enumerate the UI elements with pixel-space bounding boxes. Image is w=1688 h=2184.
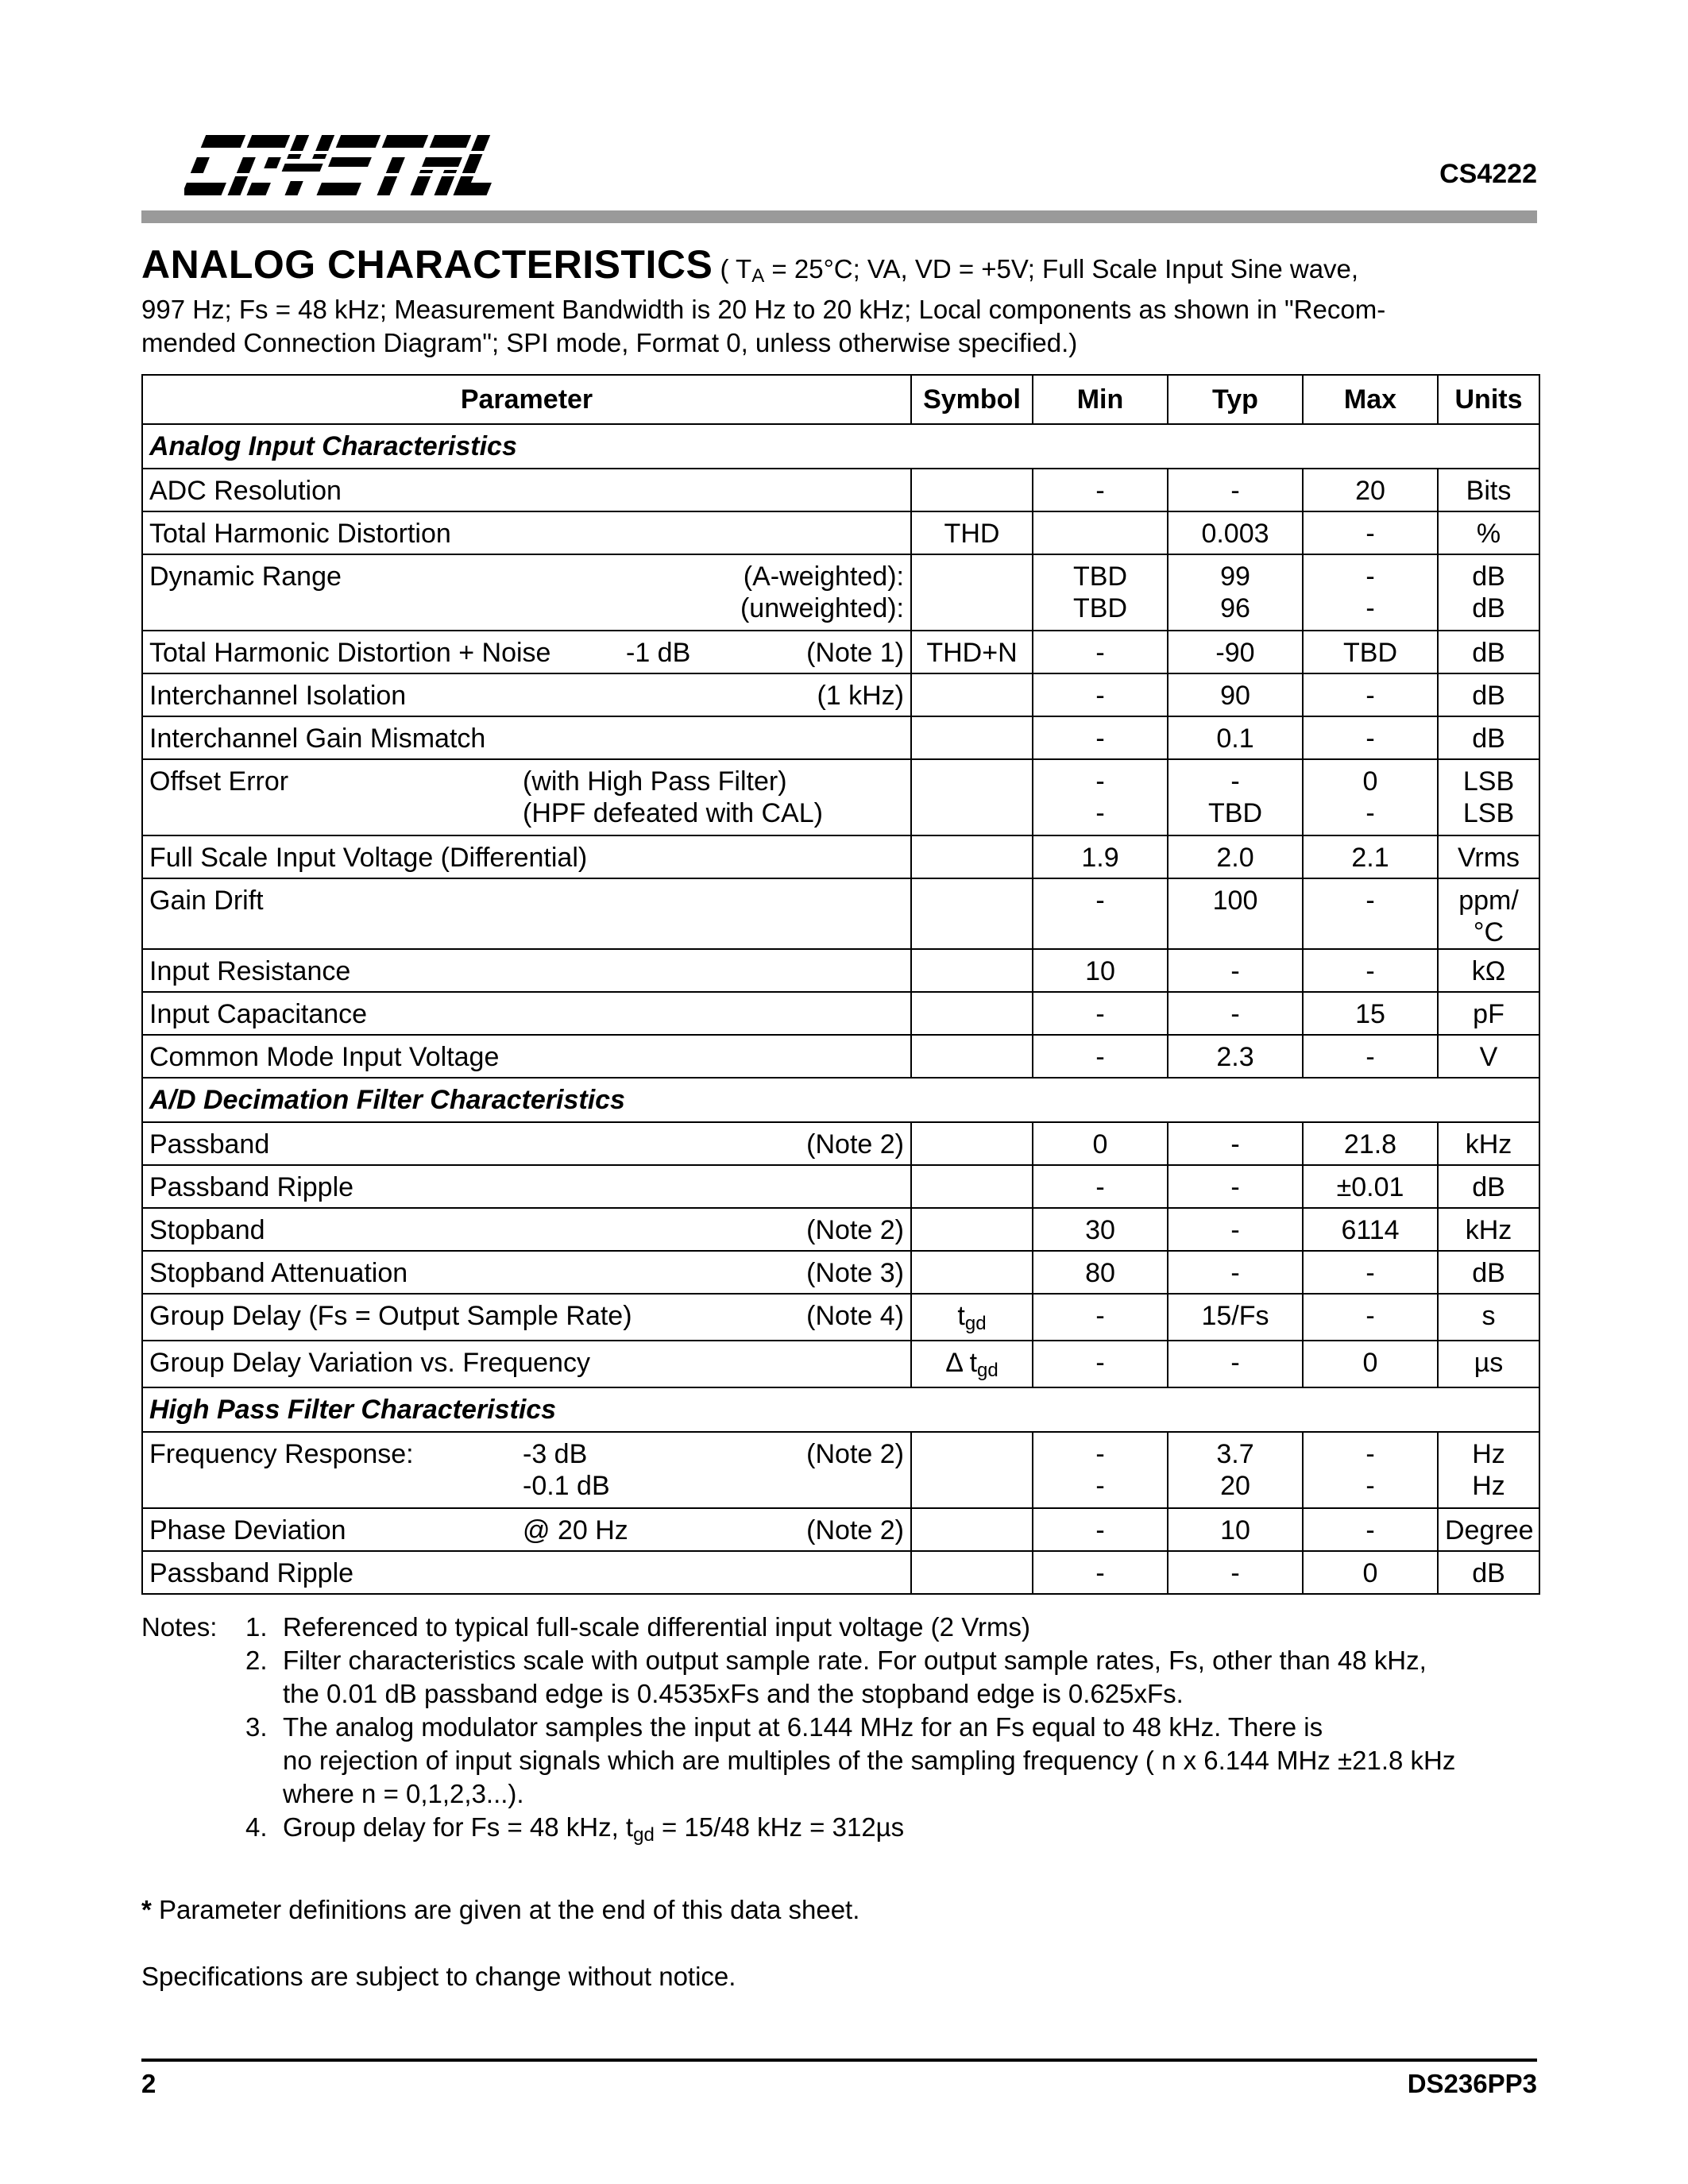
table-row xyxy=(142,992,1539,1035)
max-cell: TBD xyxy=(1303,631,1438,673)
param-cell: Input Resistance xyxy=(142,949,911,992)
note-text: the 0.01 dB passband edge is 0.4535xFs and the stopband edge is 0.625xFs. xyxy=(283,1679,1184,1708)
typ-cell xyxy=(1168,759,1303,835)
condition-hpf-defeated: (HPF defeated with CAL) xyxy=(523,798,823,828)
note-ref: (Note 2) xyxy=(806,1439,904,1469)
param-cell xyxy=(142,1122,911,1165)
units-value-1: Hz xyxy=(1472,1439,1505,1469)
max-cell: - xyxy=(1303,673,1438,716)
units-cell: dB xyxy=(1438,1165,1539,1208)
document-number: DS236PP3 xyxy=(1407,2069,1537,2098)
table-row xyxy=(142,1208,1539,1251)
max-value-2: - xyxy=(1365,798,1375,828)
max-cell: - xyxy=(1303,1035,1438,1078)
min-cell: - xyxy=(1033,1508,1168,1551)
header-rule xyxy=(141,210,1537,223)
typ-cell: 0.003 xyxy=(1168,511,1303,554)
symbol-cell xyxy=(911,716,1033,759)
typ-cell: - xyxy=(1168,1251,1303,1294)
table-row xyxy=(142,878,1539,949)
min-cell: - xyxy=(1033,992,1168,1035)
typ-cell xyxy=(1168,554,1303,631)
table-row xyxy=(142,469,1539,511)
min-value-1: TBD xyxy=(1073,561,1127,592)
max-value-1: - xyxy=(1365,561,1375,592)
note-ref: (Note 2) xyxy=(806,1215,904,1245)
note-2 xyxy=(141,1644,1539,1711)
max-cell xyxy=(1303,554,1438,631)
note-subscript: gd xyxy=(633,1824,655,1846)
symbol-cell xyxy=(911,554,1033,631)
footer-rule xyxy=(141,2059,1537,2062)
table-row xyxy=(142,1294,1539,1341)
symbol-cell xyxy=(911,673,1033,716)
param-cell: Passband Ripple xyxy=(142,1165,911,1208)
condition-level: -1 dB xyxy=(626,638,691,668)
note-number: 2. xyxy=(245,1646,268,1675)
typ-value-2: TBD xyxy=(1208,798,1262,828)
table-row xyxy=(142,1165,1539,1208)
units-value-2: LSB xyxy=(1462,798,1515,828)
note-3 xyxy=(141,1711,1539,1811)
header-max: Max xyxy=(1303,375,1438,424)
param-cell xyxy=(142,1208,911,1251)
table-row xyxy=(142,511,1539,554)
units-cell: pF xyxy=(1438,992,1539,1035)
max-cell: 6114 xyxy=(1303,1208,1438,1251)
conditions-line3: mended Connection Diagram"; SPI mode, Format 0, unless otherwise specified.) xyxy=(141,328,1078,357)
units-cell: % xyxy=(1438,511,1539,554)
table-row xyxy=(142,673,1539,716)
param-cell xyxy=(142,1508,911,1551)
param-cell xyxy=(142,673,911,716)
param-cell: Interchannel Gain Mismatch xyxy=(142,716,911,759)
note-number: 3. xyxy=(245,1712,268,1742)
header-parameter: Parameter xyxy=(142,375,911,424)
condition-0-1db: -0.1 dB xyxy=(523,1471,610,1501)
condition-freq: (1 kHz) xyxy=(817,681,904,711)
min-cell xyxy=(1033,1432,1168,1508)
units-cell: V xyxy=(1438,1035,1539,1078)
notes-block xyxy=(141,1611,1539,1852)
min-cell: 1.9 xyxy=(1033,835,1168,878)
symbol-cell xyxy=(911,469,1033,511)
max-cell: 0 xyxy=(1303,1551,1438,1594)
table-row xyxy=(142,554,1539,631)
asterisk: * xyxy=(141,1895,152,1924)
symbol-cell xyxy=(911,1294,1033,1341)
specifications-note: Specifications are subject to change without notice. xyxy=(141,1962,736,1991)
param-label: Total Harmonic Distortion + Noise xyxy=(149,638,551,668)
typ-cell: - xyxy=(1168,1551,1303,1594)
min-cell: - xyxy=(1033,716,1168,759)
param-cell xyxy=(142,631,911,673)
param-label: Group Delay (Fs = Output Sample Rate) xyxy=(149,1301,632,1331)
table-row xyxy=(142,1551,1539,1594)
min-value-2: TBD xyxy=(1073,593,1127,623)
param-label: Frequency Response: xyxy=(149,1439,414,1469)
intro-paragraph xyxy=(141,242,1539,360)
units-cell: dB xyxy=(1438,673,1539,716)
param-cell xyxy=(142,1432,911,1508)
max-cell: - xyxy=(1303,511,1438,554)
typ-cell: 100 xyxy=(1168,878,1303,949)
max-cell: 21.8 xyxy=(1303,1122,1438,1165)
note-ref: (Note 4) xyxy=(806,1301,904,1331)
symbol-cell xyxy=(911,1508,1033,1551)
symbol-cell xyxy=(911,835,1033,878)
symbol-cell: THD+N xyxy=(911,631,1033,673)
note-text: = 15/48 kHz = 312µs xyxy=(654,1812,905,1842)
max-cell: 0 xyxy=(1303,1341,1438,1387)
symbol-cell xyxy=(911,1035,1033,1078)
typ-value-2: 20 xyxy=(1220,1471,1250,1501)
min-value-2: - xyxy=(1095,798,1105,828)
note-ref: (Note 2) xyxy=(806,1515,904,1545)
max-cell: - xyxy=(1303,949,1438,992)
param-label: Passband xyxy=(149,1129,270,1160)
page-number: 2 xyxy=(141,2069,156,2098)
param-cell: Gain Drift xyxy=(142,878,911,949)
parameter-definitions-note xyxy=(141,1895,859,1925)
param-cell xyxy=(142,759,911,835)
note-4 xyxy=(141,1811,1539,1852)
typ-cell: 15/Fs xyxy=(1168,1294,1303,1341)
symbol-cell xyxy=(911,759,1033,835)
table-row xyxy=(142,759,1539,835)
table-row xyxy=(142,1251,1539,1294)
typ-value-1: 3.7 xyxy=(1216,1439,1254,1469)
note-text: Referenced to typical full-scale differential input voltage (2 Vrms) xyxy=(283,1612,1030,1642)
table-row xyxy=(142,1341,1539,1387)
typ-cell: 90 xyxy=(1168,673,1303,716)
units-cell: Degree xyxy=(1438,1508,1539,1551)
condition-3db: -3 dB xyxy=(523,1439,588,1469)
typ-cell: - xyxy=(1168,992,1303,1035)
typ-value-2: 96 xyxy=(1220,593,1250,623)
conditions-line2: 997 Hz; Fs = 48 kHz; Measurement Bandwidth is 20 Hz to 20 kHz; Local components as shown in "Recom- xyxy=(141,295,1386,324)
param-cell: Group Delay Variation vs. Frequency xyxy=(142,1341,911,1387)
min-cell xyxy=(1033,759,1168,835)
param-cell: ADC Resolution xyxy=(142,469,911,511)
notes-label: Notes: xyxy=(141,1612,218,1642)
max-value-2: - xyxy=(1365,593,1375,623)
note-1 xyxy=(141,1611,1539,1644)
analog-characteristics-table xyxy=(141,374,1540,1595)
max-cell: - xyxy=(1303,1508,1438,1551)
table-row xyxy=(142,1122,1539,1165)
typ-cell: - xyxy=(1168,1122,1303,1165)
max-value-2: - xyxy=(1365,1471,1375,1501)
symbol-cell: THD xyxy=(911,511,1033,554)
table-row xyxy=(142,1432,1539,1508)
units-cell xyxy=(1438,759,1539,835)
section-row xyxy=(142,1078,1539,1122)
min-cell xyxy=(1033,511,1168,554)
typ-cell: - xyxy=(1168,949,1303,992)
units-cell: s xyxy=(1438,1294,1539,1341)
typ-cell: 2.0 xyxy=(1168,835,1303,878)
units-cell xyxy=(1438,554,1539,631)
typ-cell: -90 xyxy=(1168,631,1303,673)
units-cell: dB xyxy=(1438,716,1539,759)
ta-subscript: A xyxy=(751,265,765,287)
typ-value-1: 99 xyxy=(1220,561,1250,592)
param-label: Stopband Attenuation xyxy=(149,1258,408,1288)
typ-cell xyxy=(1168,1432,1303,1508)
typ-cell: - xyxy=(1168,1208,1303,1251)
units-value-2: dB xyxy=(1472,593,1505,623)
note-number: 4. xyxy=(245,1812,268,1842)
param-cell xyxy=(142,1251,911,1294)
units-cell: dB xyxy=(1438,631,1539,673)
note-text: Filter characteristics scale with output sample rate. For output sample rates, Fs, other than 48 kHz, xyxy=(283,1646,1427,1675)
typ-value-1: - xyxy=(1230,766,1240,797)
section-decimation-filter: A/D Decimation Filter Characteristics xyxy=(142,1078,1539,1122)
header-symbol: Symbol xyxy=(911,375,1033,424)
part-number: CS4222 xyxy=(1439,159,1537,189)
units-value-1: dB xyxy=(1472,561,1505,592)
max-cell: 2.1 xyxy=(1303,835,1438,878)
max-cell: - xyxy=(1303,716,1438,759)
max-cell: 15 xyxy=(1303,992,1438,1035)
table-row xyxy=(142,949,1539,992)
note-ref: (Note 1) xyxy=(806,638,904,668)
symbol-cell xyxy=(911,1341,1033,1387)
units-cell xyxy=(1438,1432,1539,1508)
units-cell: kΩ xyxy=(1438,949,1539,992)
typ-cell: 0.1 xyxy=(1168,716,1303,759)
param-label: Dynamic Range xyxy=(149,561,342,592)
conditions-start: ( T xyxy=(720,254,752,284)
condition-hpf: (with High Pass Filter) xyxy=(523,766,787,797)
param-label: Phase Deviation xyxy=(149,1515,346,1545)
symbol-subscript: gd xyxy=(964,1313,987,1334)
units-value-2: Hz xyxy=(1472,1471,1505,1501)
param-cell: Total Harmonic Distortion xyxy=(142,511,911,554)
symbol-cell xyxy=(911,1165,1033,1208)
section-title: ANALOG CHARACTERISTICS xyxy=(141,242,713,287)
units-cell: kHz xyxy=(1438,1208,1539,1251)
header-units: Units xyxy=(1438,375,1539,424)
symbol-subscript: gd xyxy=(977,1360,999,1381)
symbol-base: Δ t xyxy=(945,1348,978,1378)
param-cell: Common Mode Input Voltage xyxy=(142,1035,911,1078)
param-label: Stopband xyxy=(149,1215,265,1245)
param-cell xyxy=(142,1294,911,1341)
note-text: Group delay for Fs = 48 kHz, t xyxy=(283,1812,634,1842)
header-row xyxy=(142,375,1539,424)
symbol-cell xyxy=(911,1122,1033,1165)
symbol-cell xyxy=(911,1432,1033,1508)
param-cell: Input Capacitance xyxy=(142,992,911,1035)
section-row xyxy=(142,1387,1539,1432)
symbol-base: t xyxy=(957,1301,965,1331)
min-cell: - xyxy=(1033,878,1168,949)
table-row xyxy=(142,835,1539,878)
table-row xyxy=(142,716,1539,759)
min-cell: - xyxy=(1033,1551,1168,1594)
note-text: The analog modulator samples the input at 6.144 MHz for an Fs equal to 48 kHz. There is xyxy=(283,1712,1323,1742)
table-row xyxy=(142,1508,1539,1551)
max-value-1: 0 xyxy=(1362,766,1378,797)
section-analog-input: Analog Input Characteristics xyxy=(142,424,1539,469)
units-cell: dB xyxy=(1438,1551,1539,1594)
units-cell: kHz xyxy=(1438,1122,1539,1165)
min-cell: - xyxy=(1033,1165,1168,1208)
max-cell xyxy=(1303,1432,1438,1508)
table-row xyxy=(142,631,1539,673)
min-cell: 80 xyxy=(1033,1251,1168,1294)
max-cell: - xyxy=(1303,1294,1438,1341)
param-cell xyxy=(142,554,911,631)
param-cell: Passband Ripple xyxy=(142,1551,911,1594)
min-cell: 30 xyxy=(1033,1208,1168,1251)
table-row xyxy=(142,1035,1539,1078)
condition-a-weighted: (A-weighted): xyxy=(743,561,904,592)
symbol-cell xyxy=(911,1551,1033,1594)
max-cell xyxy=(1303,759,1438,835)
section-high-pass-filter: High Pass Filter Characteristics xyxy=(142,1387,1539,1432)
units-cell: Bits xyxy=(1438,469,1539,511)
max-value-1: - xyxy=(1365,1439,1375,1469)
min-value-1: - xyxy=(1095,766,1105,797)
typ-cell: - xyxy=(1168,1165,1303,1208)
min-cell: 0 xyxy=(1033,1122,1168,1165)
max-cell: - xyxy=(1303,878,1438,949)
symbol-cell xyxy=(911,992,1033,1035)
section-row xyxy=(142,424,1539,469)
param-label: Interchannel Isolation xyxy=(149,681,407,711)
units-cell: dB xyxy=(1438,1251,1539,1294)
parameter-definitions-text: Parameter definitions are given at the end of this data sheet. xyxy=(151,1895,860,1924)
min-cell: 10 xyxy=(1033,949,1168,992)
note-number: 1. xyxy=(245,1612,268,1642)
symbol-cell xyxy=(911,1208,1033,1251)
units-cell: Vrms xyxy=(1438,835,1539,878)
typ-cell: 2.3 xyxy=(1168,1035,1303,1078)
param-cell: Full Scale Input Voltage (Differential) xyxy=(142,835,911,878)
note-ref: (Note 2) xyxy=(806,1129,904,1160)
note-text: no rejection of input signals which are multiples of the sampling frequency ( n x 6.144 MHz ±21.8 kHz xyxy=(283,1746,1456,1775)
min-cell: - xyxy=(1033,469,1168,511)
max-cell: - xyxy=(1303,1251,1438,1294)
param-label: Offset Error xyxy=(149,766,289,797)
note-ref: (Note 3) xyxy=(806,1258,904,1288)
symbol-cell xyxy=(911,1251,1033,1294)
min-cell: - xyxy=(1033,1341,1168,1387)
min-cell: - xyxy=(1033,673,1168,716)
min-cell: - xyxy=(1033,1294,1168,1341)
max-cell: 20 xyxy=(1303,469,1438,511)
min-cell: - xyxy=(1033,631,1168,673)
conditions-rest: = 25°C; VA, VD = +5V; Full Scale Input Sine wave, xyxy=(764,254,1359,284)
symbol-cell xyxy=(911,878,1033,949)
units-cell: ppm/°C xyxy=(1438,878,1539,949)
min-cell: - xyxy=(1033,1035,1168,1078)
typ-cell: 10 xyxy=(1168,1508,1303,1551)
min-value-1: - xyxy=(1095,1439,1105,1469)
symbol-cell xyxy=(911,949,1033,992)
min-cell xyxy=(1033,554,1168,631)
header-typ: Typ xyxy=(1168,375,1303,424)
units-cell: µs xyxy=(1438,1341,1539,1387)
crystal-logo xyxy=(184,133,502,197)
header-min: Min xyxy=(1033,375,1168,424)
typ-cell: - xyxy=(1168,469,1303,511)
max-cell: ±0.01 xyxy=(1303,1165,1438,1208)
units-value-1: LSB xyxy=(1462,766,1515,797)
condition-unweighted: (unweighted): xyxy=(740,593,904,623)
min-value-2: - xyxy=(1095,1471,1105,1501)
condition-freq: @ 20 Hz xyxy=(523,1515,628,1545)
typ-cell: - xyxy=(1168,1341,1303,1387)
note-text: where n = 0,1,2,3...). xyxy=(283,1779,524,1808)
